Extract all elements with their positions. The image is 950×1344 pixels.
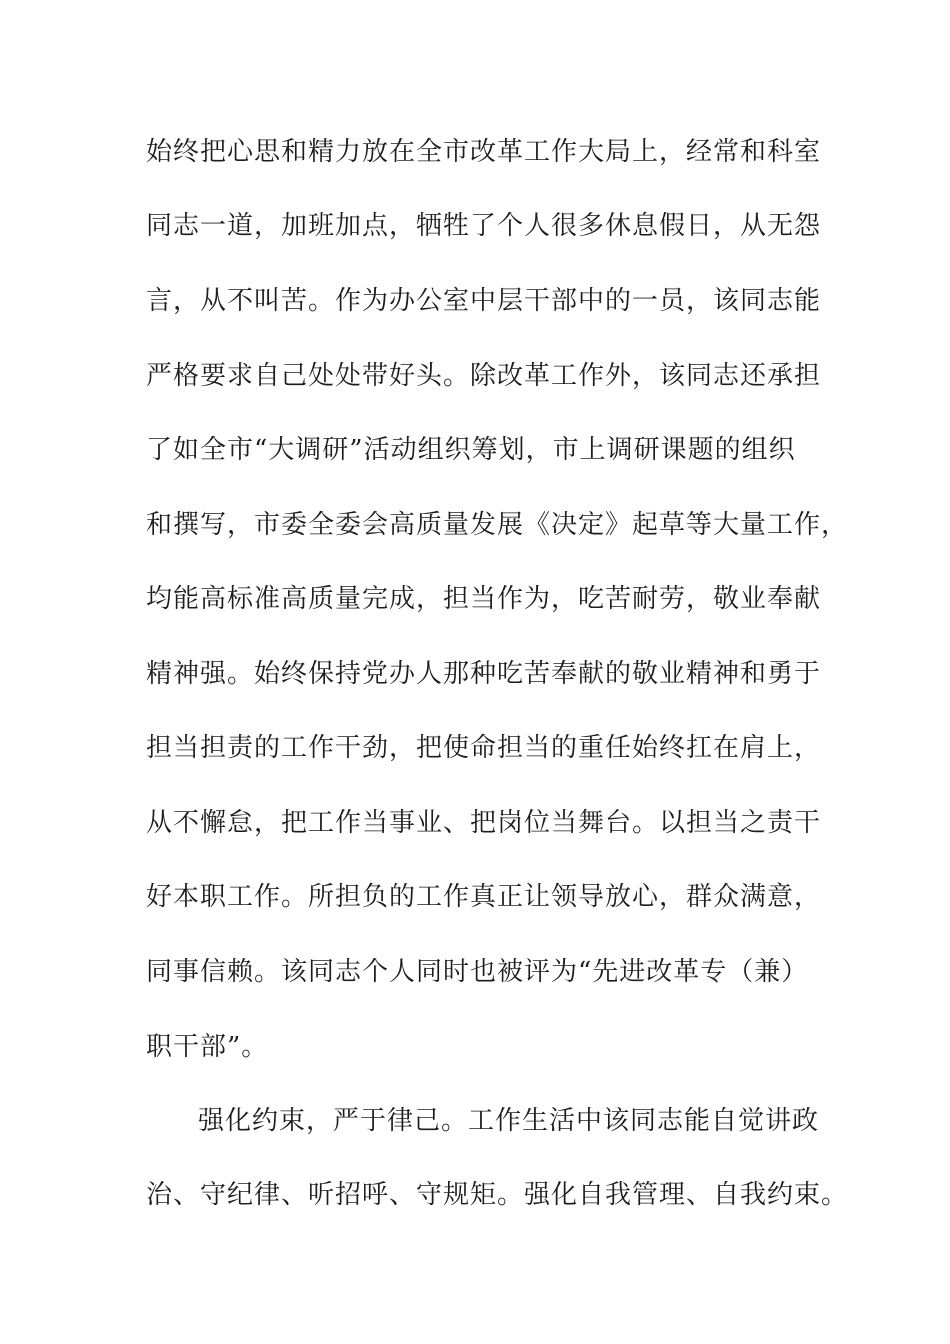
text-line: 好本职工作。所担负的工作真正让领导放心，群众满意， — [146, 882, 822, 912]
text-line: 精神强。始终保持党办人那种吃苦奉献的敬业精神和勇于 — [146, 659, 822, 689]
text-line: 始终把心思和精力放在全市改革工作大局上，经常和科室 — [146, 137, 822, 167]
text-line: 从不懈怠，把工作当事业、把岗位当舞台。以担当之责干 — [146, 808, 822, 838]
text-line: 均能高标准高质量完成，担当作为，吃苦耐劳，敬业奉献 — [146, 584, 822, 614]
text-line: 治、守纪律、听招呼、守规矩。强化自我管理、自我约束。 — [146, 1180, 849, 1210]
text-line: 同事信赖。该同志个人同时也被评为“先进改革专（兼） — [146, 957, 809, 987]
text-line: 同志一道，加班加点，牺牲了个人很多休息假日，从无怨 — [146, 211, 822, 241]
text-line: 担当担责的工作干劲，把使命担当的重任始终扛在肩上， — [146, 733, 822, 763]
text-line: 和撰写，市委全委会高质量发展《决定》起草等大量工作， — [146, 510, 849, 540]
text-line: 言，从不叫苦。作为办公室中层干部中的一员，该同志能 — [146, 286, 822, 316]
text-line: 严格要求自己处处带好头。除改革工作外，该同志还承担 — [146, 361, 822, 391]
paragraph-first-line: 强化约束，严于律己。工作生活中该同志能自觉讲政 — [198, 1106, 820, 1136]
text-line: 了如全市“大调研”活动组织筹划，市上调研课题的组织 — [146, 435, 796, 465]
text-line: 职干部”。 — [146, 1032, 269, 1062]
